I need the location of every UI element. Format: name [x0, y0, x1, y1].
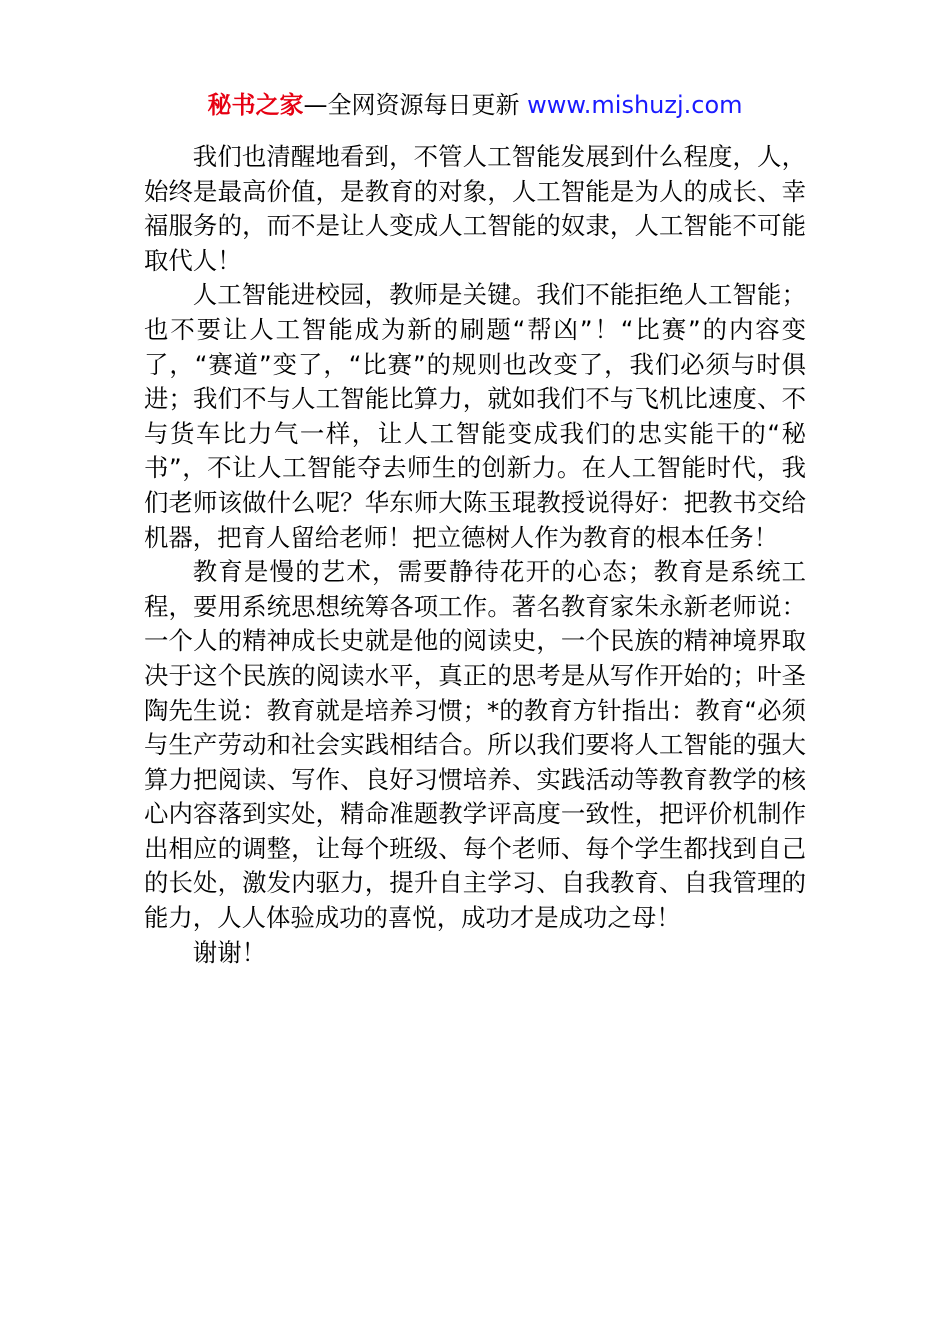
closing-thanks: 谢谢！: [192, 937, 266, 967]
site-url-link[interactable]: www.mishuzj.com: [527, 91, 743, 119]
header-slogan: —全网资源每日更新: [303, 91, 520, 119]
document-body: [144, 140, 806, 970]
paragraph-1: 我们也清醒地看到，不管人工智能发展到什么程度，人，始终是最高价值，是教育的对象，人工智能是为人的成长、幸福服务的，而不是让人变成人工智能的奴隶，人工智能不可能取代人！: [144, 142, 806, 275]
brand-name: 秘书之家: [207, 91, 304, 119]
paragraph-2: 人工智能进校园，教师是关键。我们不能拒绝人工智能；也不要让人工智能成为新的刷题“帮凶”！“比赛”的内容变了，“赛道”变了，“比赛”的规则也改变了，我们必须与时俱进；我们不与人工智能比算力，就如我们不与飞机比速度、不与货车比力气一样，让人工智能变成我们的忠实能干的“秘书”，不让人工智能夺去师生的创新力。在人工智能时代，我们老师该做什么呢？华东师大陈玉琨教授说得好：把教书交给机器，把育人留给老师！把立德树人作为教育的根本任务！: [144, 280, 806, 552]
paragraph-3: 教育是慢的艺术，需要静待花开的心态；教育是系统工程，要用系统思想统筹各项工作。著名教育家朱永新老师说：一个人的精神成长史就是他的阅读史，一个民族的精神境界取决于这个民族的阅读水平，真正的思考是从写作开始的；叶圣陶先生说：教育就是培养习惯；*的教育方针指出：教育“必须与生产劳动和社会实践相结合。所以我们要将人工智能的强大算力把阅读、写作、良好习惯培养、实践活动等教育教学的核心内容落到实处，精命准题教学评高度一致性，把评价机制作出相应的调整，让每个班级、每个老师、每个学生都找到自己的长处，激发内驱力，提升自主学习、自我教育、自我管理的能力，人人体验成功的喜悦，成功才是成功之母！: [144, 557, 806, 933]
page-header: [0, 88, 950, 122]
